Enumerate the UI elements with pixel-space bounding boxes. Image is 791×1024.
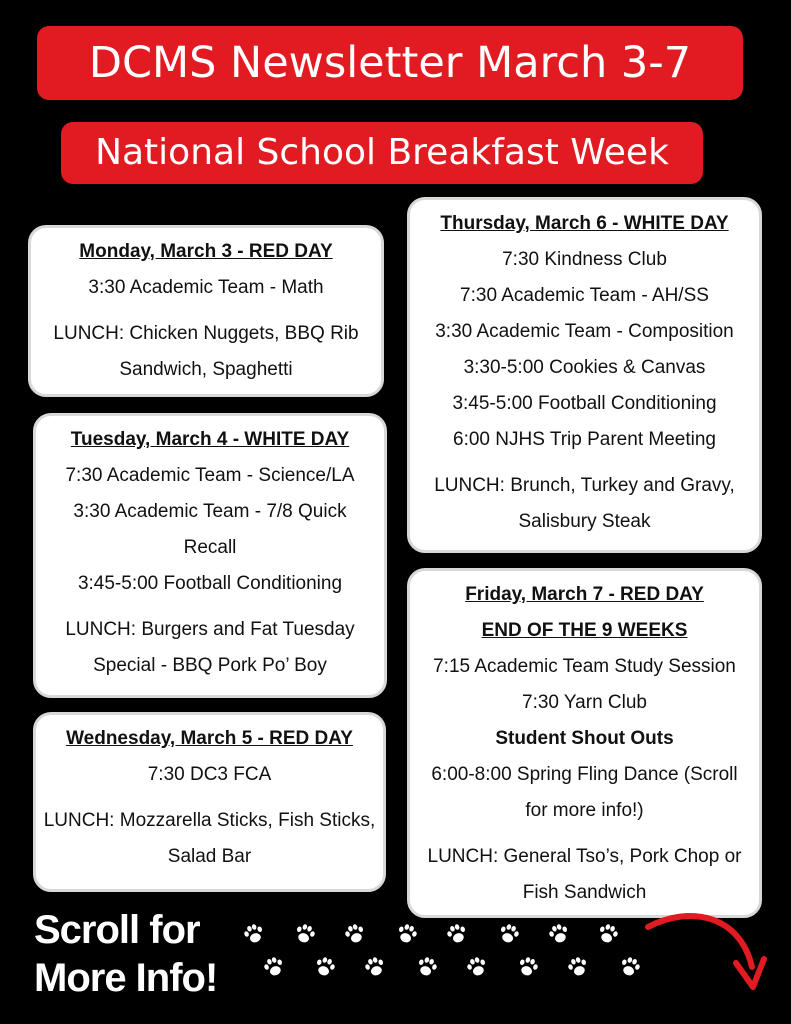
tuesday-heading: Tuesday, March 4 - WHITE DAY — [70, 429, 350, 450]
monday-card — [28, 225, 384, 397]
tuesday-card — [33, 413, 387, 698]
friday-event: 7:30 Yarn Club — [522, 692, 647, 713]
monday-heading: Monday, March 3 - RED DAY — [79, 241, 333, 262]
wednesday-lunch-line: Salad Bar — [167, 846, 252, 867]
tuesday-lunch-line: Special - BBQ Pork Po’ Boy — [93, 655, 327, 676]
monday-lunch-line: Sandwich, Spaghetti — [119, 359, 293, 380]
thursday-lunch-line: Salisbury Steak — [518, 511, 651, 532]
friday-subheading: END OF THE 9 WEEKS — [481, 620, 688, 641]
thursday-lunch-line: LUNCH: Brunch, Turkey and Gravy, — [434, 475, 735, 496]
newsletter-title: DCMS Newsletter March 3-7 — [37, 26, 743, 100]
paw-print-icon — [360, 952, 391, 983]
friday-heading: Friday, March 7 - RED DAY — [465, 584, 704, 605]
thursday-event: 7:30 Academic Team - AH/SS — [460, 285, 709, 306]
friday-event: 7:15 Academic Team Study Session — [433, 656, 736, 677]
monday-event: 3:30 Academic Team - Math — [88, 277, 324, 298]
paw-print-icon — [290, 919, 321, 950]
wednesday-heading: Wednesday, March 5 - RED DAY — [66, 728, 353, 749]
friday-lunch-line: Fish Sandwich — [522, 882, 647, 903]
paw-print-icon — [494, 919, 525, 950]
thursday-card — [407, 197, 762, 553]
thursday-event: 3:30 Academic Team - Composition — [435, 321, 734, 342]
wednesday-card — [33, 712, 386, 892]
tuesday-event: 3:45-5:00 Football Conditioning — [77, 573, 343, 594]
paw-print-icon — [442, 919, 473, 950]
paw-print-icon — [563, 952, 594, 983]
paw-print-icon — [392, 919, 423, 950]
curved-arrow-icon — [640, 905, 770, 995]
newsletter-subtitle: National School Breakfast Week — [61, 122, 703, 184]
tuesday-event: 7:30 Academic Team - Science/LA — [65, 465, 355, 486]
scroll-line: Scroll for — [34, 908, 200, 952]
tuesday-event: 3:30 Academic Team - 7/8 Quick — [73, 501, 347, 522]
thursday-event: 3:30-5:00 Cookies & Canvas — [463, 357, 706, 378]
thursday-heading: Thursday, March 6 - WHITE DAY — [440, 213, 729, 234]
friday-event: for more info!) — [525, 800, 644, 821]
scroll-line: More Info! — [34, 956, 218, 1000]
paw-print-icon — [544, 919, 575, 950]
friday-card — [407, 568, 762, 918]
thursday-event: 7:30 Kindness Club — [502, 249, 667, 270]
friday-lunch-line: LUNCH: General Tso’s, Pork Chop or — [427, 846, 742, 867]
wednesday-event: 7:30 DC3 FCA — [147, 764, 272, 785]
paw-print-icon — [259, 952, 290, 983]
thursday-event: 3:45-5:00 Football Conditioning — [452, 393, 717, 414]
monday-lunch-line: LUNCH: Chicken Nuggets, BBQ Rib — [53, 323, 359, 344]
paw-print-icon — [462, 952, 493, 983]
tuesday-event: Recall — [183, 537, 237, 558]
friday-shout-outs: Student Shout Outs — [495, 728, 674, 749]
tuesday-lunch-line: LUNCH: Burgers and Fat Tuesday — [65, 619, 355, 640]
thursday-event: 6:00 NJHS Trip Parent Meeting — [453, 429, 716, 450]
paw-print-icon — [593, 919, 624, 950]
paw-print-icon — [412, 952, 443, 983]
paw-print-icon — [513, 952, 544, 983]
paw-print-icon — [340, 919, 371, 950]
wednesday-lunch-line: LUNCH: Mozzarella Sticks, Fish Sticks, — [43, 810, 376, 831]
paw-print-icon — [310, 952, 341, 983]
scroll-for-more-info — [34, 906, 244, 1002]
friday-event: 6:00-8:00 Spring Fling Dance (Scroll — [431, 764, 738, 785]
